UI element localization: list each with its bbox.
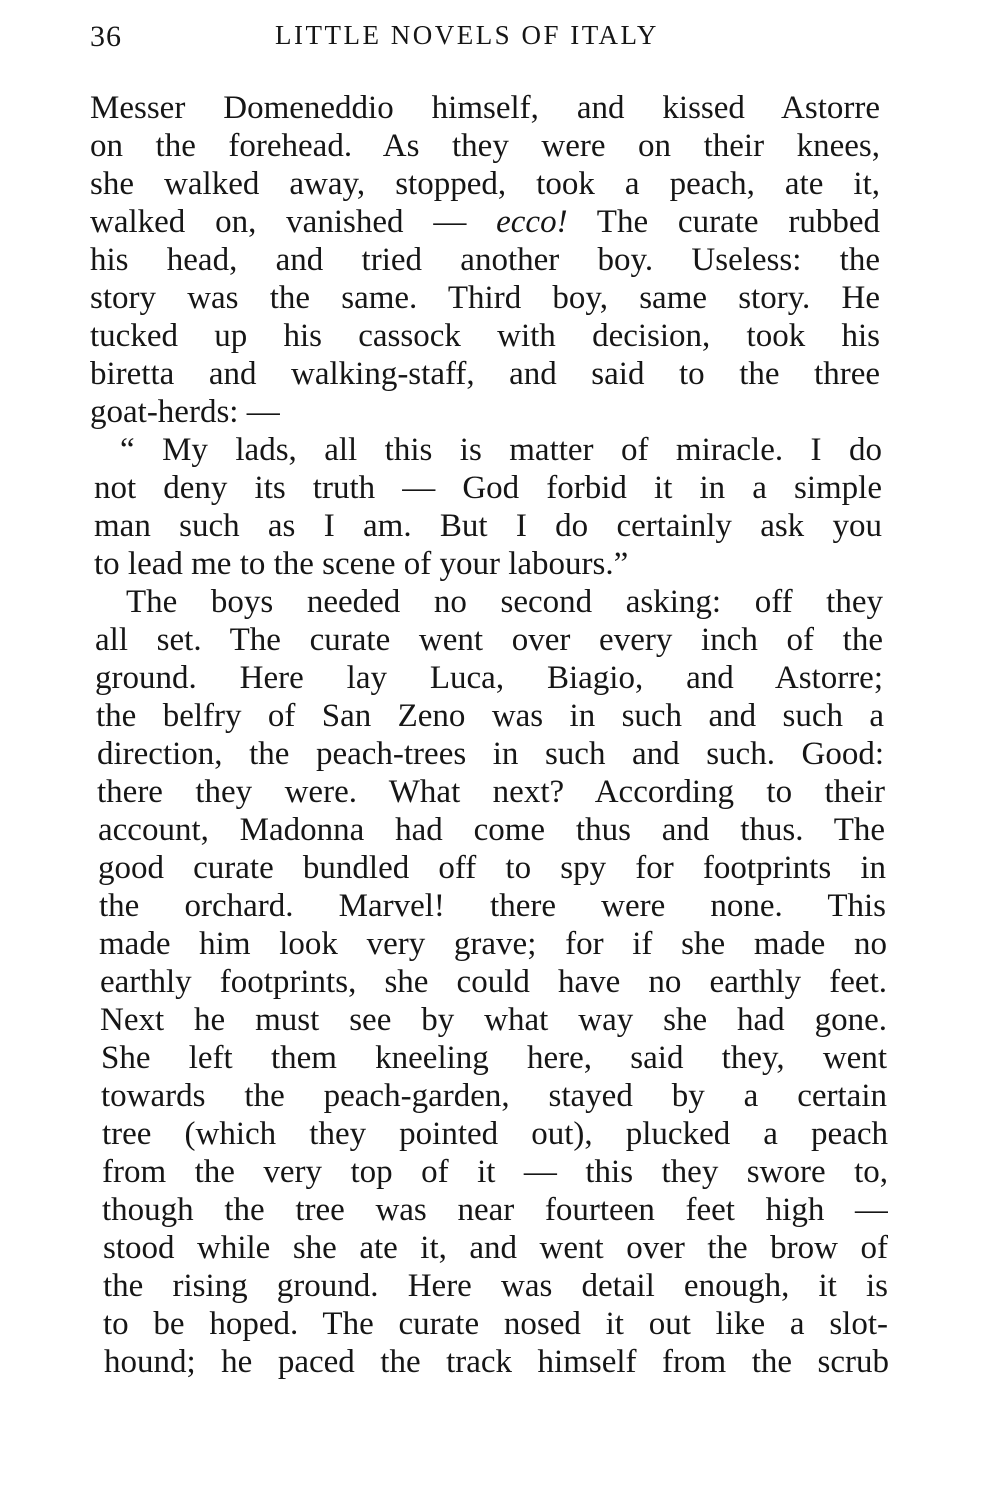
text-line: stood while she ate it, and went over the brow of (103, 1230, 888, 1266)
text-line: tucked up his cassock with decision, took his (90, 318, 880, 354)
text-line: biretta and walking-staff, and said to the three (90, 356, 880, 392)
text-line: walked on, vanished — ecco! The curate rubbed (90, 204, 880, 240)
text-line: direction, the peach-trees in such and such. Good: (97, 736, 884, 772)
text-line: good curate bundled off to spy for footprints in (98, 850, 886, 886)
text-line: hound; he paced the track himself from the scrub (104, 1344, 889, 1380)
text-line: tree (which they pointed out), plucked a peach (102, 1116, 888, 1152)
text-line: “ My lads, all this is matter of miracle. I do (120, 432, 882, 468)
text-line: Next he must see by what way she had gone. (100, 1002, 887, 1038)
text-line: she walked away, stopped, took a peach, ate it, (90, 166, 880, 202)
text-line: Messer Domeneddio himself, and kissed Astorre (90, 90, 880, 126)
text-line: man such as I am. But I do certainly ask you (94, 508, 882, 544)
text-line: to be hoped. The curate nosed it out like a slot- (103, 1306, 888, 1342)
text-line: the belfry of San Zeno was in such and such a (96, 698, 884, 734)
text-line: account, Madonna had come thus and thus. The (98, 812, 885, 848)
text-line: all set. The curate went over every inch of the (95, 622, 883, 658)
text-line: the orchard. Marvel! there were none. This (99, 888, 886, 924)
text-line: She left them kneeling here, said they, went (101, 1040, 887, 1076)
text-line: to lead me to the scene of your labours.” (94, 546, 629, 582)
text-line: towards the peach-garden, stayed by a certain (101, 1078, 887, 1114)
text-line: on the forehead. As they were on their knees, (90, 128, 880, 164)
page-number: 36 (90, 20, 122, 53)
running-title: LITTLE NOVELS OF ITALY (275, 20, 659, 50)
text-line: made him look very grave; for if she made no (99, 926, 887, 962)
text-line: story was the same. Third boy, same story. He (90, 280, 880, 316)
text-line: though the tree was near fourteen feet high — (102, 1192, 888, 1228)
running-head (90, 20, 890, 60)
text-line: the rising ground. Here was detail enough, it is (103, 1268, 888, 1304)
text-line: his head, and tried another boy. Useless: the (90, 242, 880, 278)
text-line: goat-herds: — (90, 394, 280, 430)
text-line: earthly footprints, she could have no earthly feet. (100, 964, 887, 1000)
text-line: from the very top of it — this they swore to, (102, 1154, 888, 1190)
text-line: not deny its truth — God forbid it in a simple (94, 470, 882, 506)
text-line: The boys needed no second asking: off they (126, 584, 883, 620)
text-line: there they were. What next? According to their (97, 774, 885, 810)
text-line: ground. Here lay Luca, Biagio, and Astorre; (95, 660, 883, 696)
